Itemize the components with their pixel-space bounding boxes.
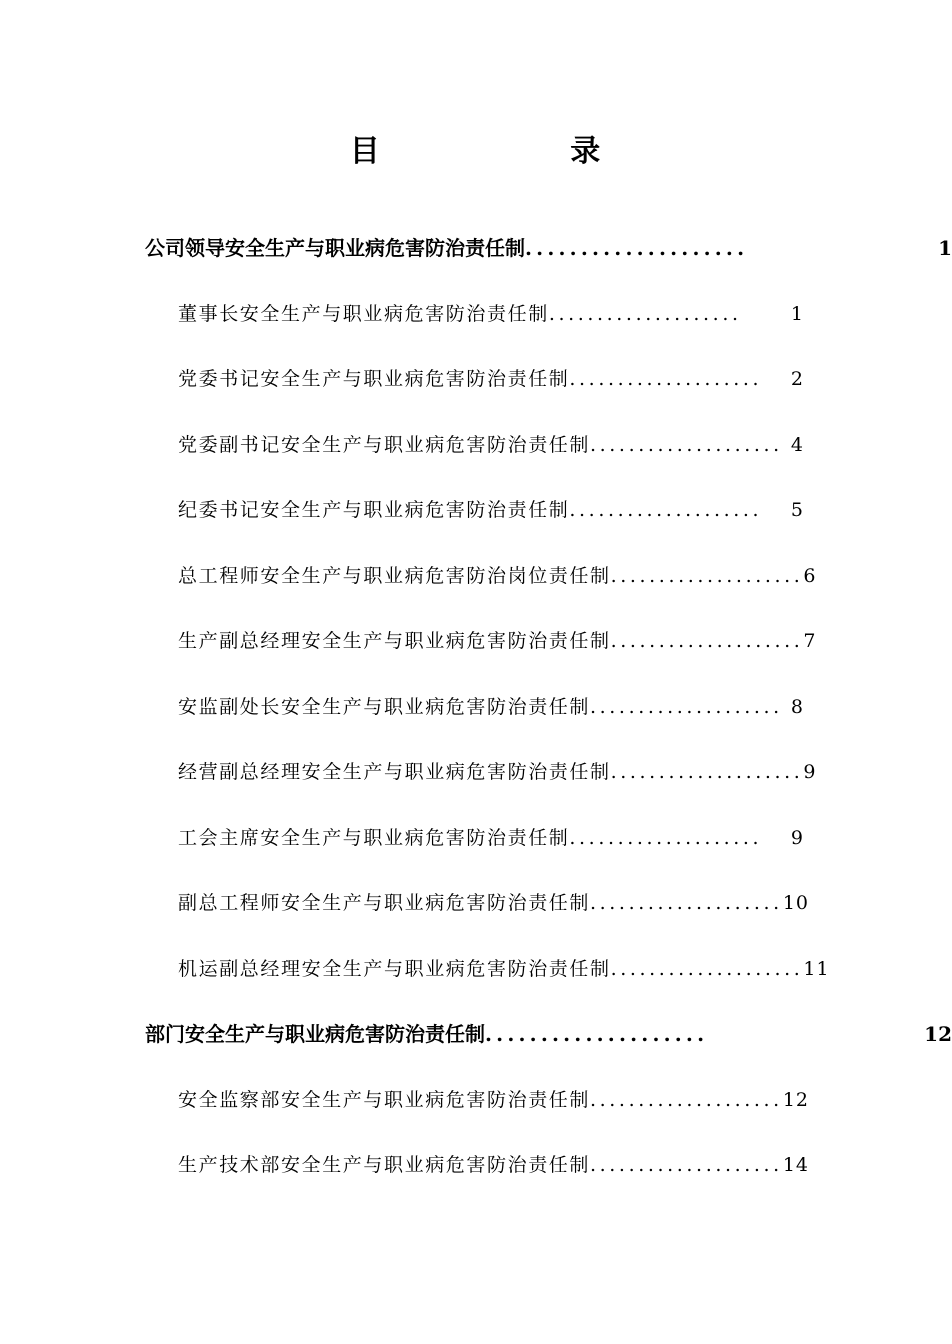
toc-page-number: 7 xyxy=(803,630,817,652)
toc-page-number: 12 xyxy=(782,1088,809,1111)
toc-entry-label: 部门安全生产与职业病危害防治责任制 xyxy=(145,1022,485,1046)
toc-leader-dots: .................... xyxy=(569,826,763,849)
toc-entry[interactable] xyxy=(0,621,817,687)
toc-leader-dots: .................... xyxy=(610,564,804,587)
toc-page-number: 9 xyxy=(790,826,804,849)
toc-page-number: 11 xyxy=(803,957,830,980)
toc-page-number: 1 xyxy=(790,302,804,325)
toc-entry-label: 安全监察部安全生产与职业病危害防治责任制 xyxy=(178,1088,591,1111)
toc-entry[interactable] xyxy=(0,359,804,425)
toc-leader-dots: .................... xyxy=(525,236,749,260)
toc-entry-label: 党委副书记安全生产与职业病危害防治责任制 xyxy=(178,433,591,456)
toc-entry-label: 党委书记安全生产与职业病危害防治责任制 xyxy=(178,368,570,390)
toc-entry-label: 纪委书记安全生产与职业病危害防治责任制 xyxy=(178,499,570,521)
toc-leader-dots: .................... xyxy=(590,1154,783,1176)
toc-page-number: 2 xyxy=(790,368,804,390)
toc-entry-label: 副总工程师安全生产与职业病危害防治责任制 xyxy=(178,892,591,914)
toc-page-number: 1 xyxy=(938,236,952,260)
toc-entry[interactable] xyxy=(0,1014,952,1080)
toc-entry[interactable] xyxy=(0,1145,809,1211)
toc-entry[interactable] xyxy=(0,228,952,294)
toc-leader-dots: .................... xyxy=(569,499,763,521)
toc-leader-dots: .................... xyxy=(610,761,804,783)
toc-leader-dots: .................... xyxy=(590,892,783,914)
toc-page-number: 8 xyxy=(790,695,804,718)
toc-leader-dots: .................... xyxy=(590,1088,783,1111)
toc-page-number: 6 xyxy=(803,564,817,587)
toc-page-number: 4 xyxy=(790,433,804,456)
toc-entry-label: 生产技术部安全生产与职业病危害防治责任制 xyxy=(178,1154,591,1176)
toc-page-number: 9 xyxy=(803,761,817,783)
toc-entry[interactable] xyxy=(0,818,804,884)
toc-entry[interactable] xyxy=(0,1080,809,1146)
toc-entry-label: 安监副处长安全生产与职业病危害防治责任制 xyxy=(178,695,591,718)
toc-page-number: 14 xyxy=(782,1154,809,1176)
toc-entry-label: 总工程师安全生产与职业病危害防治岗位责任制 xyxy=(178,564,611,587)
toc-leader-dots: .................... xyxy=(485,1022,709,1046)
toc-entry[interactable] xyxy=(0,556,817,622)
toc-entry[interactable] xyxy=(0,883,809,949)
toc-entry-label: 工会主席安全生产与职业病危害防治责任制 xyxy=(178,826,570,849)
toc-leader-dots: .................... xyxy=(590,433,783,456)
toc-leader-dots: .................... xyxy=(569,368,763,390)
toc-list xyxy=(0,228,950,1211)
toc-entry-label: 机运副总经理安全生产与职业病危害防治责任制 xyxy=(178,957,611,980)
toc-page-number: 5 xyxy=(790,499,804,521)
toc-entry-label: 生产副总经理安全生产与职业病危害防治责任制 xyxy=(178,630,611,652)
toc-entry[interactable] xyxy=(0,294,804,360)
toc-entry-label: 董事长安全生产与职业病危害防治责任制 xyxy=(178,302,549,325)
toc-entry[interactable] xyxy=(0,752,817,818)
toc-page-number: 12 xyxy=(924,1022,952,1046)
toc-entry[interactable] xyxy=(0,425,804,491)
toc-leader-dots: .................... xyxy=(610,957,804,980)
toc-entry[interactable] xyxy=(0,490,804,556)
toc-title: 目 录 xyxy=(349,134,691,169)
toc-entry-label: 公司领导安全生产与职业病危害防治责任制 xyxy=(145,236,525,260)
toc-leader-dots: .................... xyxy=(548,302,742,325)
toc-leader-dots: .................... xyxy=(610,630,804,652)
toc-page-number: 10 xyxy=(782,892,809,914)
toc-entry[interactable] xyxy=(0,687,804,753)
toc-entry[interactable] xyxy=(0,949,830,1015)
toc-leader-dots: .................... xyxy=(590,695,783,718)
toc-entry-label: 经营副总经理安全生产与职业病危害防治责任制 xyxy=(178,761,611,783)
